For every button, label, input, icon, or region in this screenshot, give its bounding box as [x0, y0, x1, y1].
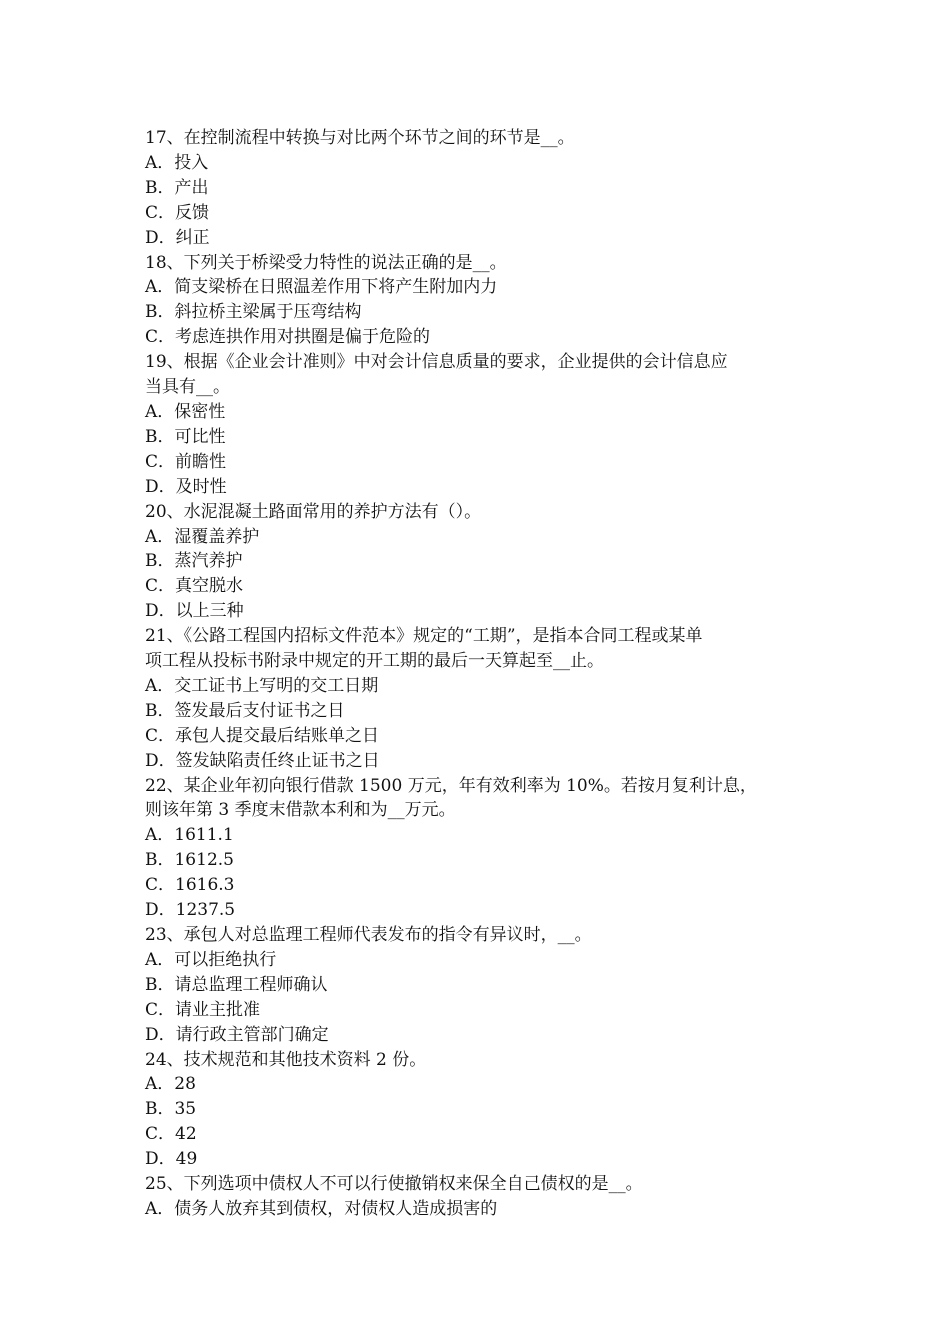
question-18: 18、下列关于桥梁受力特性的说法正确的是__。 [145, 252, 507, 273]
question-22-option-c: C．1616.3 [145, 875, 235, 896]
question-21-line-1: 21、《公路工程国内招标文件范本》规定的“工期”，是指本合同工程或某单 [145, 626, 703, 647]
question-23-option-b: B．请总监理工程师确认 [145, 974, 328, 995]
question-25-option-a: A．债务人放弃其到债权，对债权人造成损害的 [145, 1198, 498, 1219]
question-19-option-b: B．可比性 [145, 426, 226, 447]
question-24: 24、技术规范和其他技术资料 2 份。 [145, 1049, 427, 1070]
question-20-option-c: C．真空脱水 [145, 576, 244, 597]
question-18-option-c: C．考虑连拱作用对拱圈是偏于危险的 [145, 327, 431, 348]
question-21-option-a: A．交工证书上写明的交工日期 [145, 675, 379, 696]
question-22-option-b: B．1612.5 [145, 850, 234, 871]
question-17-option-a: A．投入 [145, 152, 209, 173]
question-22-option-a: A．1611.1 [145, 825, 234, 846]
question-23: 23、承包人对总监理工程师代表发布的指令有异议时，__。 [145, 925, 592, 945]
question-17-option-d: D．纠正 [145, 227, 210, 248]
question-23-option-a: A．可以拒绝执行 [145, 949, 277, 970]
question-17-option-c: C．反馈 [145, 202, 210, 223]
question-20-option-d: D．以上三种 [145, 601, 244, 622]
question-21-line-2: 项工程从投标书附录中规定的开工期的最后一天算起至__止。 [145, 651, 604, 672]
question-17: 17、在控制流程中转换与对比两个环节之间的环节是__。 [145, 128, 575, 148]
question-22-option-d: D．1237.5 [145, 900, 236, 921]
question-19-option-d: D．及时性 [145, 476, 227, 497]
question-21-option-b: B．签发最后支付证书之日 [145, 700, 345, 721]
question-19-option-c: C．前瞻性 [145, 451, 227, 472]
question-20: 20、水泥混凝土路面常用的养护方法有（）。 [145, 501, 482, 522]
question-22-line-2: 则该年第 3 季度末借款本利和为__万元。 [145, 800, 456, 821]
question-24-option-b: B．35 [145, 1099, 197, 1120]
document-body [145, 126, 815, 1222]
question-18-option-b: B．斜拉桥主梁属于压弯结构 [145, 302, 362, 323]
question-24-option-c: C．42 [145, 1124, 197, 1145]
question-23-option-d: D．请行政主管部门确定 [145, 1024, 329, 1045]
question-21-option-d: D．签发缺陷责任终止证书之日 [145, 750, 380, 771]
question-20-option-b: B．蒸汽养护 [145, 551, 243, 572]
question-17-option-b: B．产出 [145, 177, 209, 198]
question-22-line-1: 22、某企业年初向银行借款 1500 万元，年有效利率为 10%。若按月复利计息， [145, 775, 757, 796]
question-25: 25、下列选项中债权人不可以行使撤销权来保全自己债权的是__。 [145, 1174, 643, 1195]
question-24-option-d: D．49 [145, 1149, 198, 1170]
question-23-option-c: C．请业主批准 [145, 999, 261, 1020]
question-21-option-c: C．承包人提交最后结账单之日 [145, 725, 380, 746]
question-24-option-a: A．28 [145, 1074, 196, 1095]
question-19-line-1: 19、根据《企业会计准则》中对会计信息质量的要求，企业提供的会计信息应 [145, 352, 728, 373]
question-18-option-a: A．简支梁桥在日照温差作用下将产生附加内力 [145, 277, 498, 298]
question-19-line-2: 当具有__。 [145, 377, 230, 398]
question-20-option-a: A．湿覆盖养护 [145, 526, 260, 547]
question-19-option-a: A．保密性 [145, 401, 226, 422]
